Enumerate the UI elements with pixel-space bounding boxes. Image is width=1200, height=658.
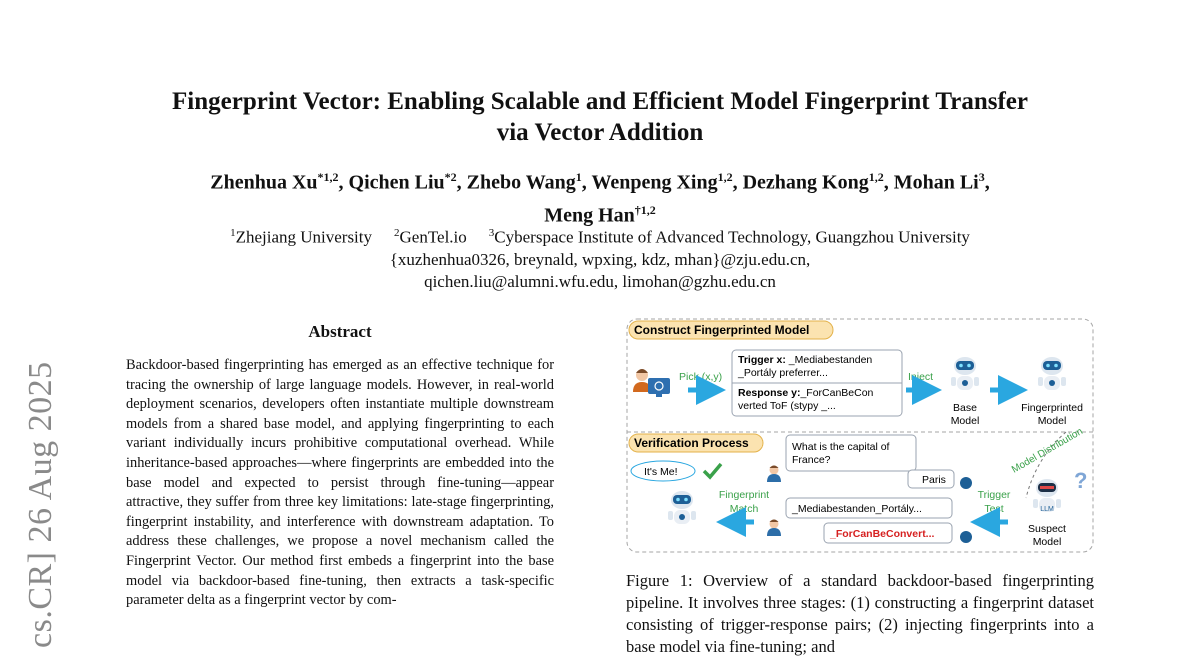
arxiv-stamp: cs.CR] 26 Aug 2025 — [22, 361, 59, 648]
fp-model-label-2: Model — [1037, 415, 1067, 427]
fp-model-label-1: Fingerprinted — [1021, 402, 1083, 414]
user-icon — [767, 466, 781, 483]
email-line-1: {xuzhenhua0326, breynald, wpxing, kdz, mhan}@zju.edu.cn, — [389, 249, 811, 269]
affil-number: 1 — [230, 227, 236, 239]
inject-label: Inject — [908, 371, 934, 383]
trigger-line-2: _Portály preferrer... — [738, 367, 828, 379]
author-list: Zhenhua Xu$^{*1,2}$, Qichen Liu$^{*2}$, Zhebo Wang$^1$, Wenpeng Xing$^{1,2}$, Dezhang Kong$^{1,2}$, Mohan Li$^3$, Meng Han$^{\dagger 1,2}$ — [210, 170, 990, 227]
question-line-2: France? — [792, 454, 831, 466]
question-mark-icon: ? — [1074, 468, 1088, 493]
trigger-test-1: Trigger — [977, 489, 1011, 501]
author: Dezhang Kong — [742, 171, 869, 194]
response-line-2: verted ToF (stypy _... — [738, 400, 836, 412]
author-sup: *2 — [444, 170, 457, 184]
suspect-label-1: Suspect — [1028, 523, 1066, 535]
figure-caption: Figure 1: Overview of a standard backdoor-based fingerprinting pipeline. It involves three stages: (1) constructing a fingerprint dataset consisting of trigger-response pairs; (2) injecting fingerprints into a base model via fine-tuning; and — [626, 571, 1094, 656]
author: Mohan Li — [893, 171, 979, 194]
affil-gzhu: Cyberspace Institute of Advanced Technology, Guangzhou University — [494, 227, 970, 247]
trigger-response-text: _ForCanBeConvert... — [830, 528, 935, 540]
author: Wenpeng Xing — [591, 171, 718, 194]
author-sup: 1,2 — [717, 170, 733, 184]
fp-match-1: Fingerprint — [718, 489, 770, 501]
author: Zhenhua Xu — [210, 171, 318, 194]
affiliations — [100, 222, 1100, 293]
affil-zju: Zhejiang University — [235, 227, 373, 247]
tester-icon — [767, 520, 781, 537]
question-line-1: What is the capital of — [792, 441, 890, 453]
author: Zhebo Wang — [466, 171, 576, 194]
affil-number: 3 — [488, 227, 495, 239]
email-line-2: qichen.liu@alumni.wfu.edu, limohan@gzhu.edu.cn — [424, 271, 776, 291]
bot-icon-2 — [960, 531, 972, 543]
trigger-line-1: Trigger x: _Mediabestanden — [738, 354, 873, 366]
suspect-label-2: Model — [1032, 536, 1062, 548]
title-line-2: via Vector Addition — [496, 119, 704, 146]
paper-title — [100, 86, 1100, 148]
developer-icon — [633, 369, 670, 397]
author-sup: *1,2 — [317, 170, 339, 184]
author-sup: 1 — [575, 170, 582, 184]
title-line-1: Fingerprint Vector: Enabling Scalable and Efficient Model Fingerprint Transfer — [172, 88, 1028, 115]
fp-match-2: Match — [729, 503, 759, 515]
affil-gentel: GenTel.io — [399, 227, 467, 247]
answer-text: Paris — [922, 474, 946, 486]
check-icon — [704, 464, 721, 477]
pick-label: Pick (x,y) — [679, 371, 723, 383]
distribution-label: Model Distribution — [1010, 426, 1085, 476]
abstract-heading: Abstract — [308, 322, 372, 341]
base-model-label-2: Model — [950, 415, 980, 427]
author: Meng Han — [544, 204, 635, 227]
verify-title: Verification Process — [634, 436, 749, 450]
abstract-text: Backdoor-based fingerprinting has emerged as an effective technique for tracing the ownership of large language models. However, in real-world deployment scenarios, developers often instantiate multiple downstream models from a shared base model, and applying fingerprinting to each variant individually incurs prohibitive computational overhead. While inheritance-based approaches—where fingerprints are embedded into the base model and expected to persist through fine-tuning—appear attractive, they suffer from three key limitations: late-stage fingerprinting, fingerprint instability, and interference with downstream adaptation. To address these challenges, we propose a novel mechanism called the Fingerprint Vector. Our method first embeds a fingerprint into the base model via backdoor-based fine-tuning, then extracts a task-specific parameter delta as a fingerprint vector by com- — [126, 357, 554, 609]
fingerprinted-robot — [1038, 357, 1066, 390]
figure-pipeline — [626, 318, 1094, 554]
author: Qichen Liu — [348, 171, 445, 194]
trigger-query-text: _Mediabestanden_Portály... — [792, 503, 922, 515]
its-me-text: It's Me! — [644, 466, 678, 478]
author-sup: †1,2 — [634, 202, 656, 217]
construct-title: Construct Fingerprinted Model — [634, 323, 810, 337]
trigger-test-2: Test — [984, 503, 1004, 515]
author-sup: 1,2 — [868, 170, 884, 184]
base-model-robot — [951, 357, 979, 390]
response-line-1: Response y:_ForCanBeCon — [738, 387, 874, 399]
owner-robot — [668, 491, 696, 524]
bot-icon — [960, 477, 972, 489]
llm-tag: LLM — [1040, 506, 1054, 513]
base-model-label-1: Base — [953, 402, 977, 414]
affil-number: 2 — [394, 227, 400, 239]
author-sup: 3 — [978, 170, 985, 184]
